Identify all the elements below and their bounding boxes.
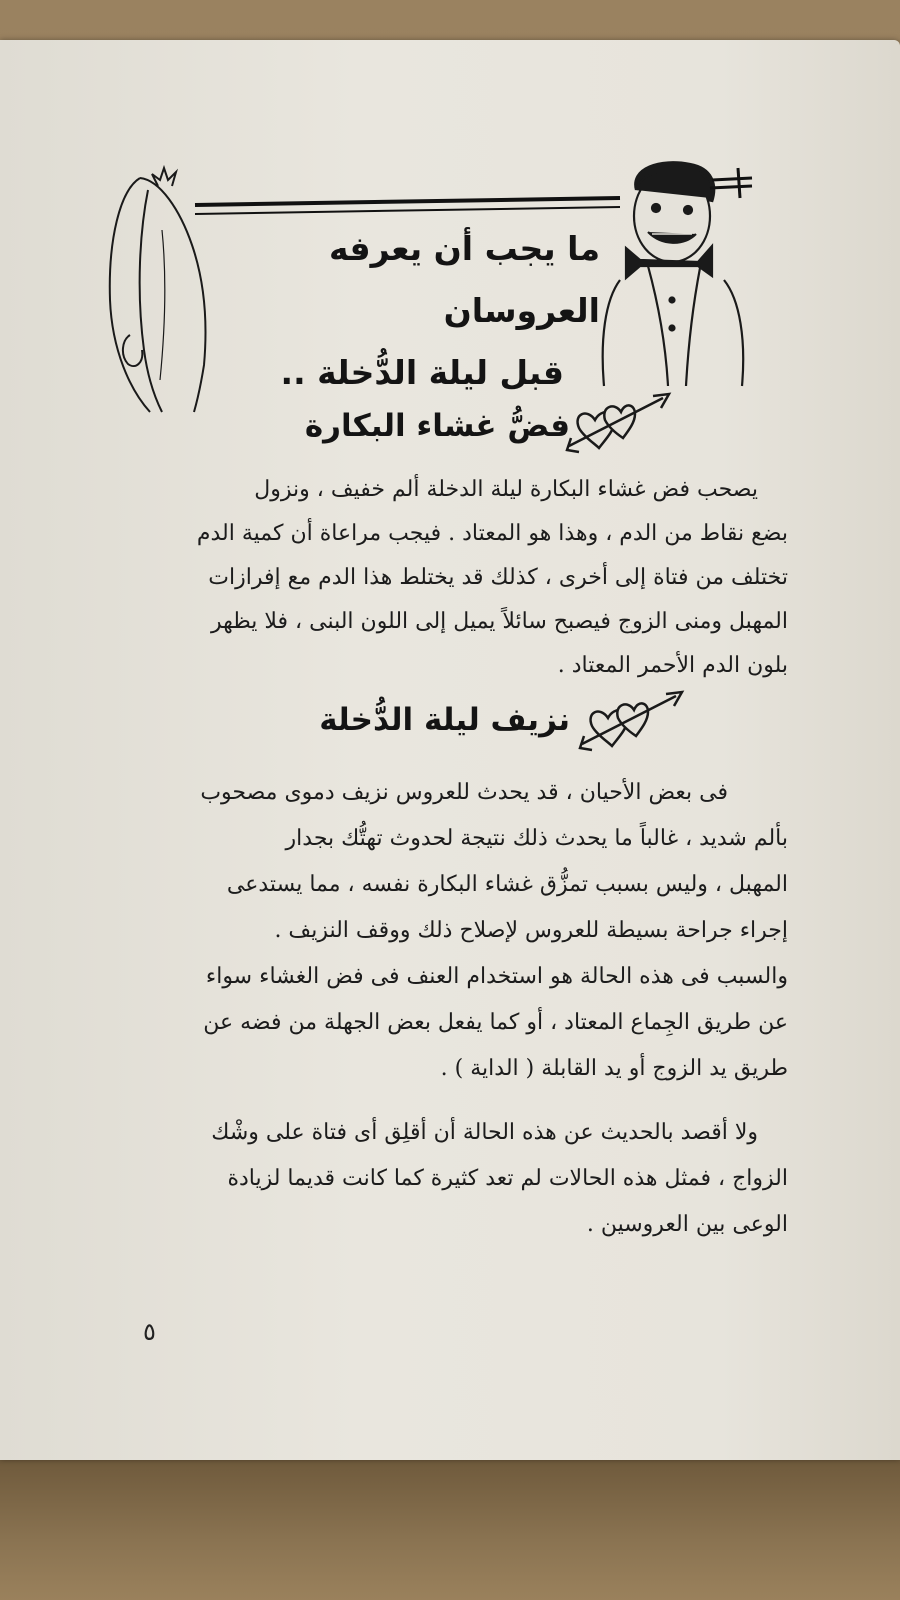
text-line: فى بعض الأحيان ، قد يحدث للعروس نزيف دموى مصحوب <box>200 780 728 805</box>
heart-arrow-icon <box>565 390 675 460</box>
text-line: تختلف من فتاة إلى أخرى ، كذلك قد يختلط هذا الدم مع إفرازات <box>208 565 788 590</box>
text-line: يصحب فض غشاء البكارة ليلة الدخلة ألم خفيف ، ونزول <box>254 477 758 502</box>
page-number: ٥ <box>143 1318 156 1346</box>
text-line: بألم شديد ، غالباً ما يحدث ذلك نتيجة لحدوث تهتُّك بجدار <box>285 826 788 851</box>
title-line-1: ما يجب أن يعرفه العروسان <box>328 229 600 330</box>
section-heading-1: فضُّ غشاء البكارة <box>304 408 570 444</box>
heart-arrow-icon <box>578 688 688 758</box>
groom-cartoon-icon <box>603 162 744 386</box>
text-line: ولا أقصد بالحديث عن هذه الحالة أن أقلِق أى فتاة على وشْك <box>211 1120 758 1145</box>
text-line: والسبب فى هذه الحالة هو استخدام العنف فى فض الغشاء سواء <box>205 964 788 989</box>
page-title <box>240 218 600 404</box>
text-line: بضع نقاط من الدم ، وهذا هو المعتاد . فيجب مراعاة أن كمية الدم <box>196 521 788 546</box>
text-line: بلون الدم الأحمر المعتاد . <box>557 653 788 678</box>
text-line: عن طريق الجِماع المعتاد ، أو كما يفعل بعض الجهلة من فضه عن <box>203 1010 788 1035</box>
text-line: الوعى بين العروسين . <box>586 1212 788 1237</box>
bride-veil-icon <box>110 168 206 412</box>
title-rule <box>195 198 620 214</box>
section-2-body <box>108 770 788 1092</box>
text-line: المهبل ومنى الزوج فيصبح سائلاً يميل إلى اللون البنى ، فلا يظهر <box>210 609 788 634</box>
text-line: الزواج ، فمثل هذه الحالات لم تعد كثيرة كما كانت قديما لزيادة <box>227 1166 788 1191</box>
section-heading-2: نزيف ليلة الدُّخلة <box>319 702 570 738</box>
title-line-2: قبل ليلة الدُّخلة .. <box>280 353 564 392</box>
section-2-body-continued <box>108 1110 788 1248</box>
section-1-body <box>108 468 788 688</box>
text-line: إجراء جراحة بسيطة للعروس لإصلاح ذلك ووقف النزيف . <box>274 918 788 943</box>
table-background <box>0 1460 900 1600</box>
text-line: المهبل ، وليس بسبب تمزُّق غشاء البكارة نفسه ، مما يستدعى <box>226 872 788 897</box>
text-line: طريق يد الزوج أو يد القابلة ( الداية ) . <box>440 1056 788 1081</box>
